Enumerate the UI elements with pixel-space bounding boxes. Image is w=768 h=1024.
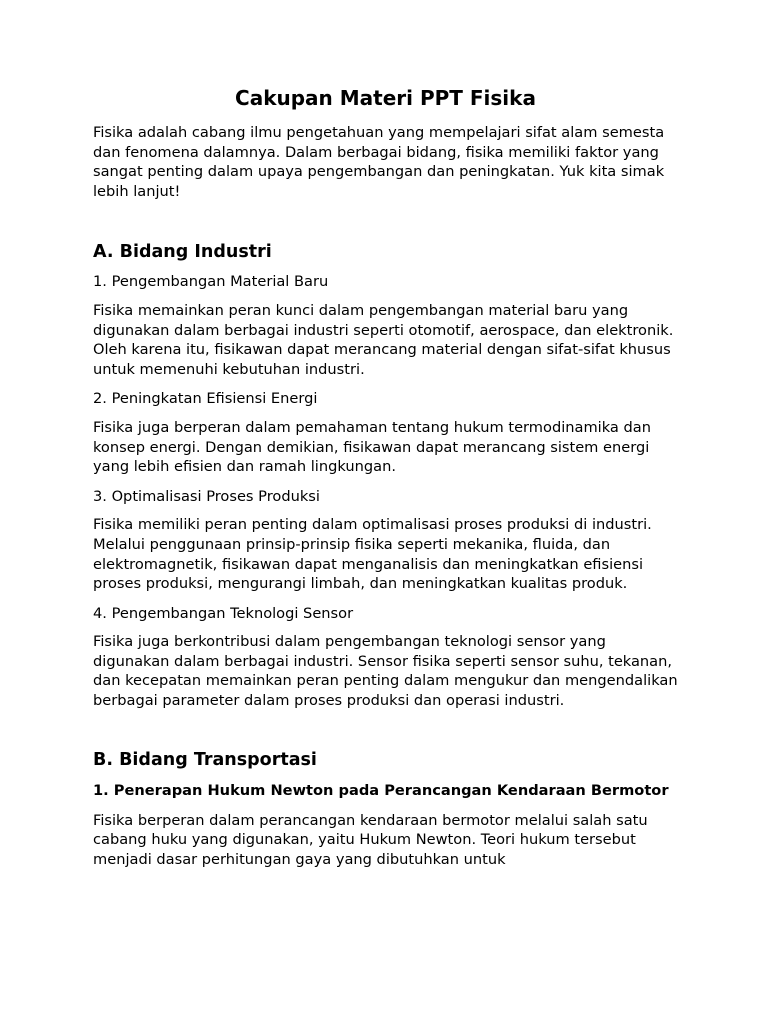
document-page <box>93 86 678 879</box>
section-a-item-4-text: Fisika juga berkontribusi dalam pengembangan teknologi sensor yang digunakan dalam berbagai industri. Sensor fisika seperti sensor suhu, tekanan, dan kecepatan memainkan peran penting dalam mengukur dan mengendalikan berbagai parameter dalam proses produksi dan operasi industri. <box>93 633 678 710</box>
section-b-heading: B. Bidang Transportasi <box>93 749 317 770</box>
section-a-item-4-subheading: 4. Pengembangan Teknologi Sensor <box>93 604 354 622</box>
section-a-item-3-text: Fisika memiliki peran penting dalam optimalisasi proses produksi di industri. Melalui penggunaan prinsip-prinsip fisika seperti mekanika, fluida, dan elektromagnetik, fisikawan dapat menganalisis dan meningkatkan efisiensi proses produksi, mengurangi limbah, dan meningkatkan kualitas produk. <box>93 516 652 593</box>
section-a-item-2-text: Fisika juga berperan dalam pemahaman tentang hukum termodinamika dan konsep energi. Dengan demikian, fisikawan dapat merancang sistem energi yang lebih efisien dan ramah lingkungan. <box>93 418 651 476</box>
section-a-item-1-subheading: 1. Pengembangan Material Baru <box>93 273 329 291</box>
intro-paragraph: Fisika adalah cabang ilmu pengetahuan yang mempelajari sifat alam semesta dan fenomena dalamnya. Dalam berbagai bidang, fisika memiliki faktor yang sangat penting dalam upaya pengembangan dan peningkatan. Yuk kita simak lebih lanjut! <box>93 124 665 200</box>
section-b-item-1-subheading: 1. Penerapan Hukum Newton pada Perancangan Kendaraan Bermotor <box>93 781 669 799</box>
section-a-heading: A. Bidang Industri <box>93 242 272 263</box>
section-b-item-1-text: Fisika berperan dalam perancangan kendaraan bermotor melalui salah satu cabang huku yang digunakan, yaitu Hukum Newton. Teori hukum tersebut menjadi dasar perhitungan gaya yang dibutuhkan untuk <box>93 811 648 868</box>
section-a-item-2-subheading: 2. Peningkatan Efisiensi Energi <box>93 390 318 408</box>
section-a-item-3-subheading: 3. Optimalisasi Proses Produksi <box>93 487 320 505</box>
section-a-item-1-text: Fisika memainkan peran kunci dalam pengembangan material baru yang digunakan dalam berbagai industri seperti otomotif, aerospace, dan elektronik. Oleh karena itu, fisikawan dapat merancang material dengan sifat-sifat khusus untuk memenuhi kebutuhan industri. <box>93 301 674 378</box>
document-title: Cakupan Materi PPT Fisika <box>235 86 536 110</box>
